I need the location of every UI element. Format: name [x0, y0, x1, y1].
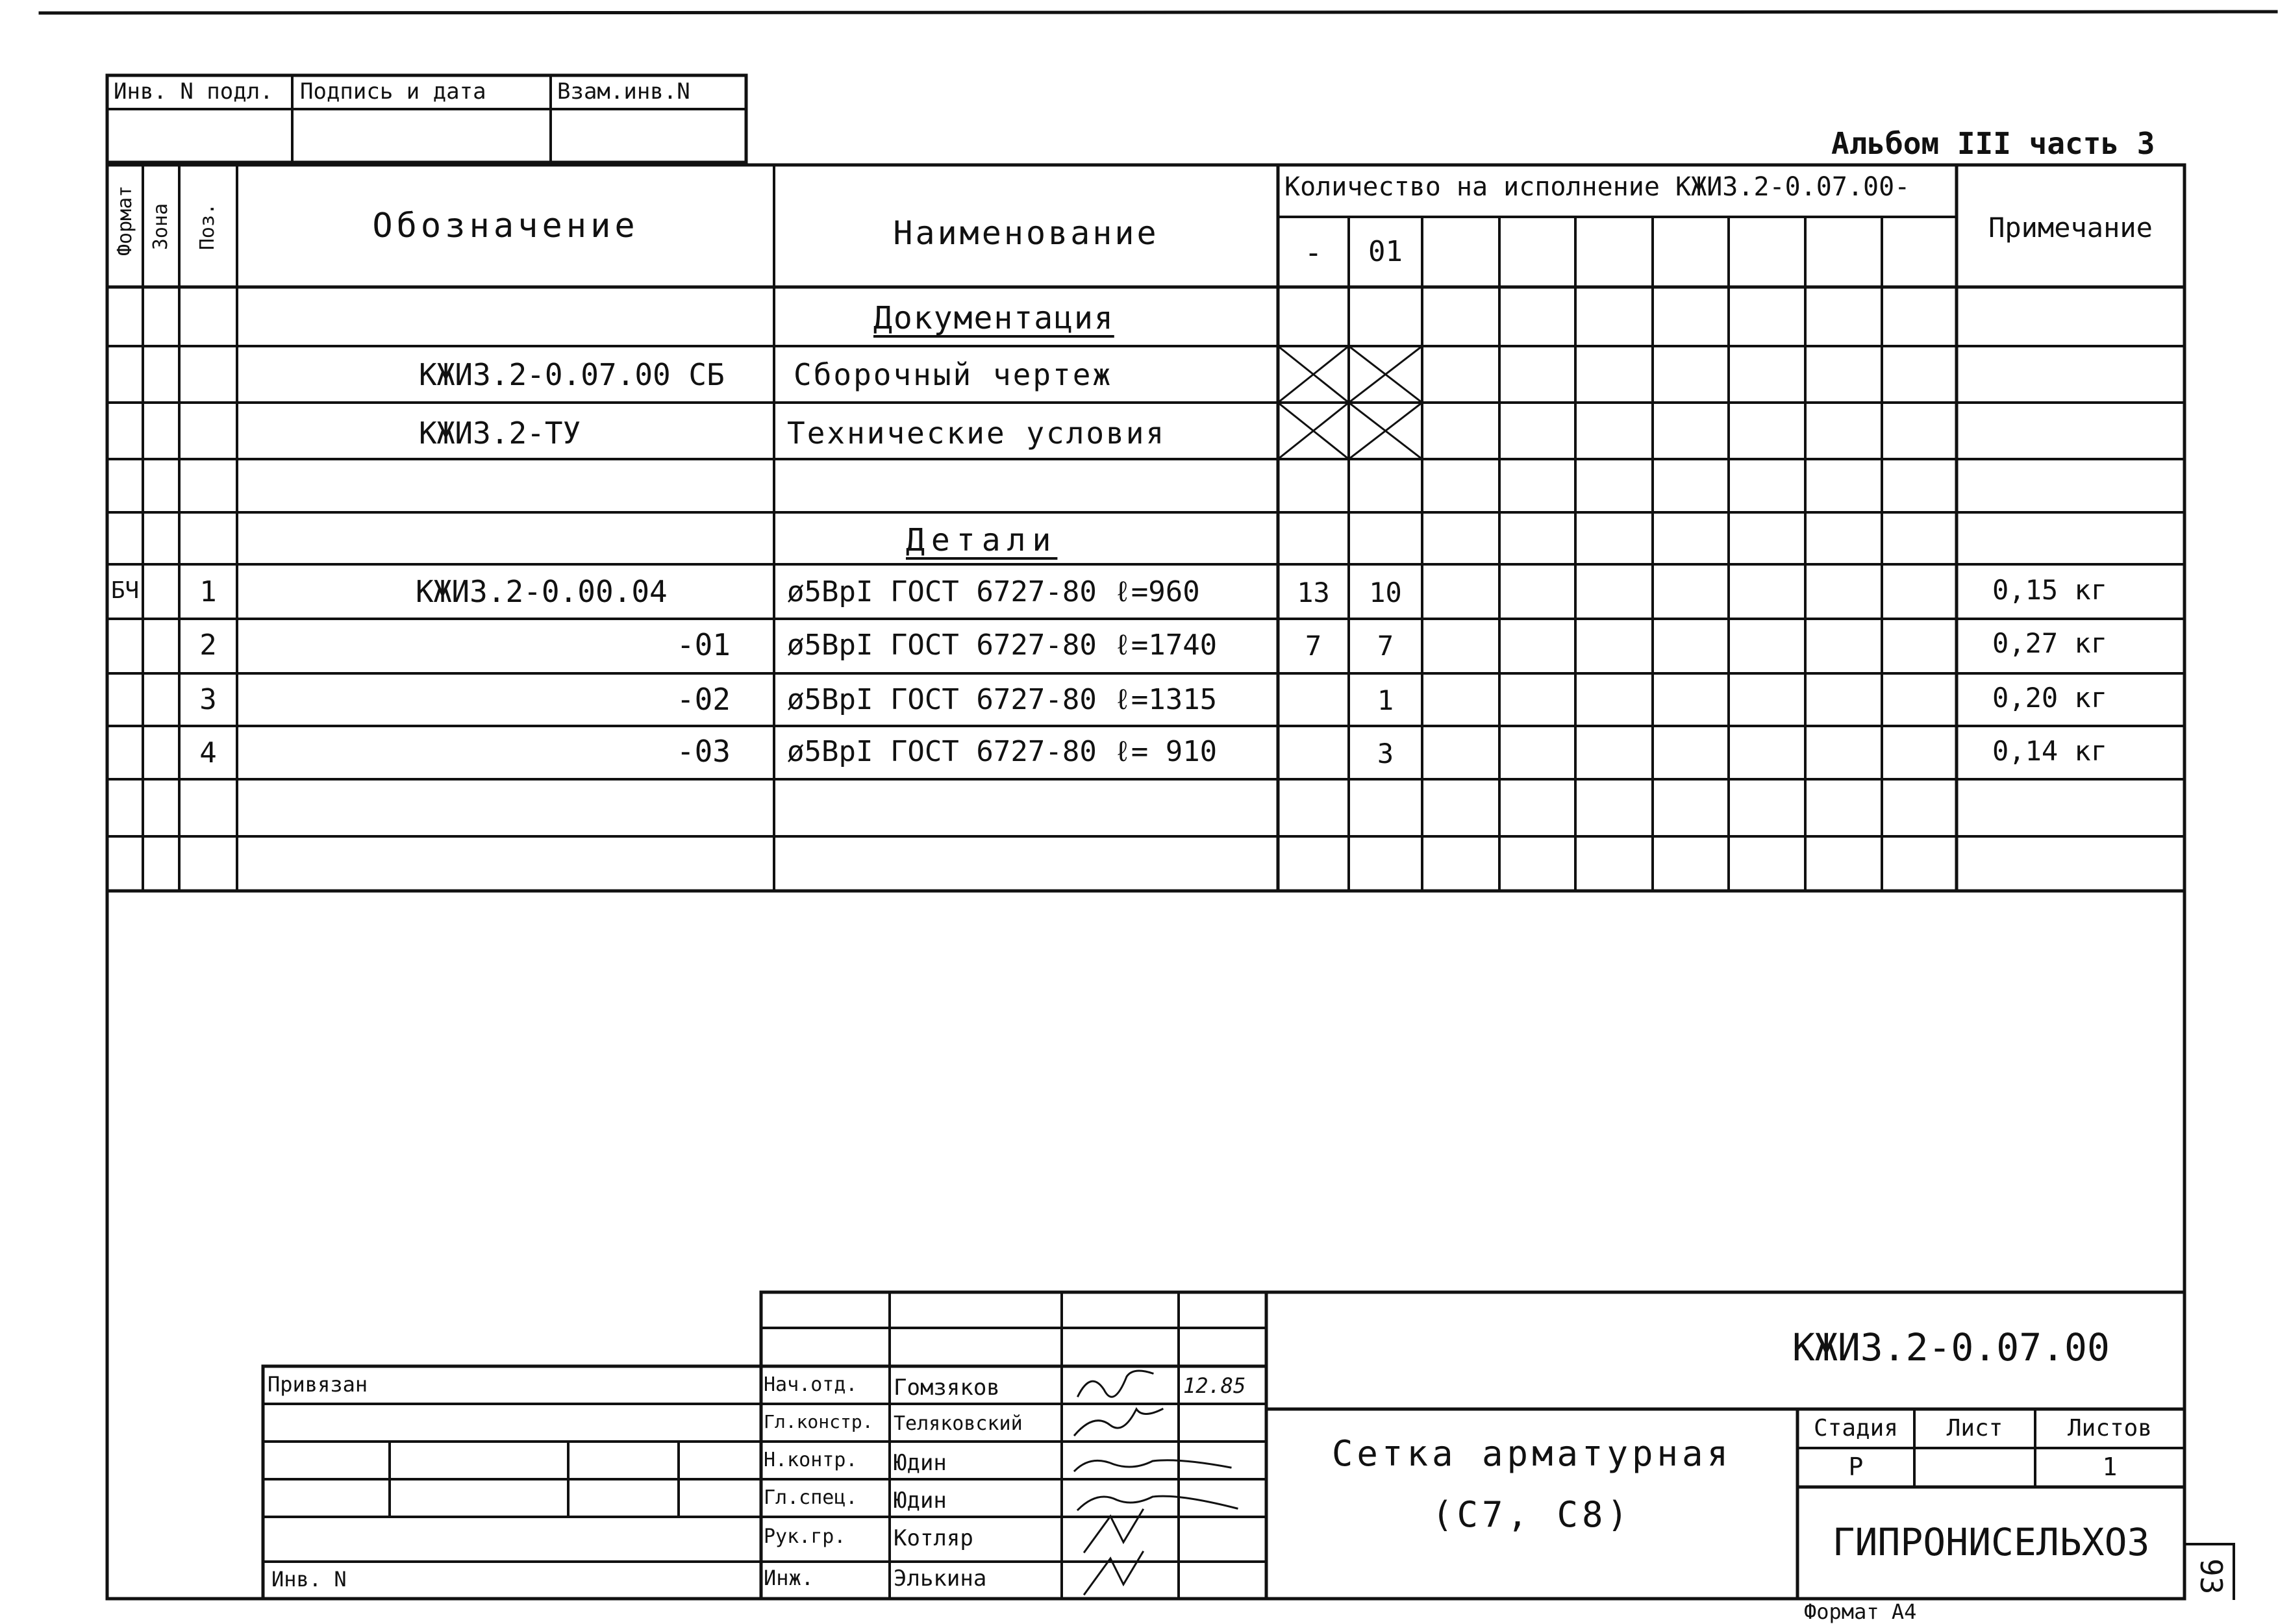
role-inzh: Инж.: [764, 1566, 814, 1590]
doc-row-1-name: Сборочный чертеж: [794, 357, 1113, 392]
album-label: Альбом III часть 3: [1831, 126, 2155, 161]
detail-row-1-designation: КЖИ3.2-0.00.04: [416, 574, 668, 609]
role-gl-konstr: Гл.констр.: [764, 1411, 873, 1432]
list-label: Лист: [1946, 1415, 2003, 1442]
privyazan-label: Привязан: [268, 1372, 368, 1397]
role-nach-otd: Нач.отд.: [764, 1373, 858, 1396]
detail-row-3-note: 0,20 кг: [1992, 682, 2108, 714]
detail-row-3-q2: 1: [1377, 684, 1394, 716]
header-isp-1: -: [1304, 235, 1323, 270]
title-line-2: (С7, С8): [1431, 1494, 1633, 1535]
detail-row-4-note: 0,14 кг: [1992, 735, 2108, 767]
role-ruk-gr: Рук.гр.: [764, 1525, 846, 1548]
inv-n-label: Инв. N: [271, 1567, 347, 1592]
name-gl-spec: Юдин: [894, 1488, 947, 1514]
section-details: Детали: [906, 522, 1058, 558]
detail-row-3-name: ø5BpI ГОСТ 6727-80 ℓ=1315: [787, 683, 1218, 716]
stamp-inv-podl: Инв. N подл.: [114, 79, 273, 105]
stamp-vzam-inv: Взам.инв.N: [557, 79, 690, 105]
detail-row-2-pos: 2: [199, 629, 217, 662]
detail-row-1-name: ø5BpI ГОСТ 6727-80 ℓ=960: [787, 575, 1200, 608]
name-nach-otd: Гомзяков: [894, 1375, 1000, 1401]
detail-row-1-pos: 1: [199, 575, 217, 608]
title-line-1: Сетка арматурная: [1331, 1433, 1733, 1474]
doc-row-2-name: Технические условия: [787, 416, 1166, 451]
detail-row-1-note: 0,15 кг: [1992, 574, 2108, 606]
doc-row-2-designation: КЖИ3.2-ТУ: [419, 416, 581, 451]
detail-row-2-note: 0,27 кг: [1992, 627, 2108, 659]
detail-row-1-q1: 13: [1297, 577, 1330, 608]
detail-row-2-name: ø5BpI ГОСТ 6727-80 ℓ=1740: [787, 629, 1218, 662]
stamp-podpis-data: Подпись и дата: [300, 79, 486, 105]
listov-label: Листов: [2067, 1415, 2153, 1442]
detail-row-1-q2: 10: [1369, 577, 1402, 608]
detail-row-2-q1: 7: [1305, 630, 1322, 662]
section-documentation: Документация: [873, 300, 1114, 336]
role-n-kontr: Н.контр.: [764, 1449, 858, 1471]
listov-value: 1: [2102, 1453, 2118, 1481]
header-zona: Зона: [149, 203, 172, 251]
document-code: КЖИ3.2-0.07.00: [1792, 1325, 2110, 1369]
stadiya-value: Р: [1848, 1453, 1864, 1481]
name-gl-konstr: Теляковский: [894, 1412, 1023, 1435]
header-kolichestvo: Количество на исполнение КЖИ3.2-0.07.00-: [1284, 172, 1910, 202]
detail-row-3-pos: 3: [199, 683, 217, 716]
detail-row-3-designation: -02: [676, 682, 731, 717]
doc-row-1-designation: КЖИ3.2-0.07.00 СБ: [419, 357, 725, 392]
detail-row-1-format: БЧ: [110, 577, 140, 604]
name-ruk-gr: Котляр: [894, 1525, 973, 1551]
role-gl-spec: Гл.спец.: [764, 1486, 858, 1509]
detail-row-4-q2: 3: [1377, 738, 1394, 769]
detail-row-4-name: ø5BpI ГОСТ 6727-80 ℓ= 910: [787, 735, 1218, 768]
header-oboznachenie: Обозначение: [372, 206, 639, 245]
format-label: Формат А4: [1804, 1599, 1917, 1624]
header-poz: Поз.: [196, 203, 219, 251]
page-number: 93: [2194, 1558, 2229, 1595]
header-naimenovanie: Наименование: [893, 214, 1159, 252]
header-isp-2: 01: [1368, 235, 1403, 268]
stadiya-label: Стадия: [1813, 1415, 1899, 1442]
detail-row-4-designation: -03: [676, 734, 731, 769]
detail-row-2-q2: 7: [1377, 630, 1394, 662]
detail-row-4-pos: 4: [199, 736, 217, 769]
header-primechanie: Примечание: [1988, 212, 2153, 244]
organization: ГИПРОНИСЕЛЬХОЗ: [1832, 1520, 2150, 1564]
name-inzh: Элькина: [894, 1566, 987, 1592]
date-nach-otd: 12.85: [1183, 1373, 1246, 1398]
header-format: Формат: [114, 185, 136, 256]
name-n-kontr: Юдин: [894, 1450, 947, 1476]
detail-row-2-designation: -01: [676, 627, 731, 662]
